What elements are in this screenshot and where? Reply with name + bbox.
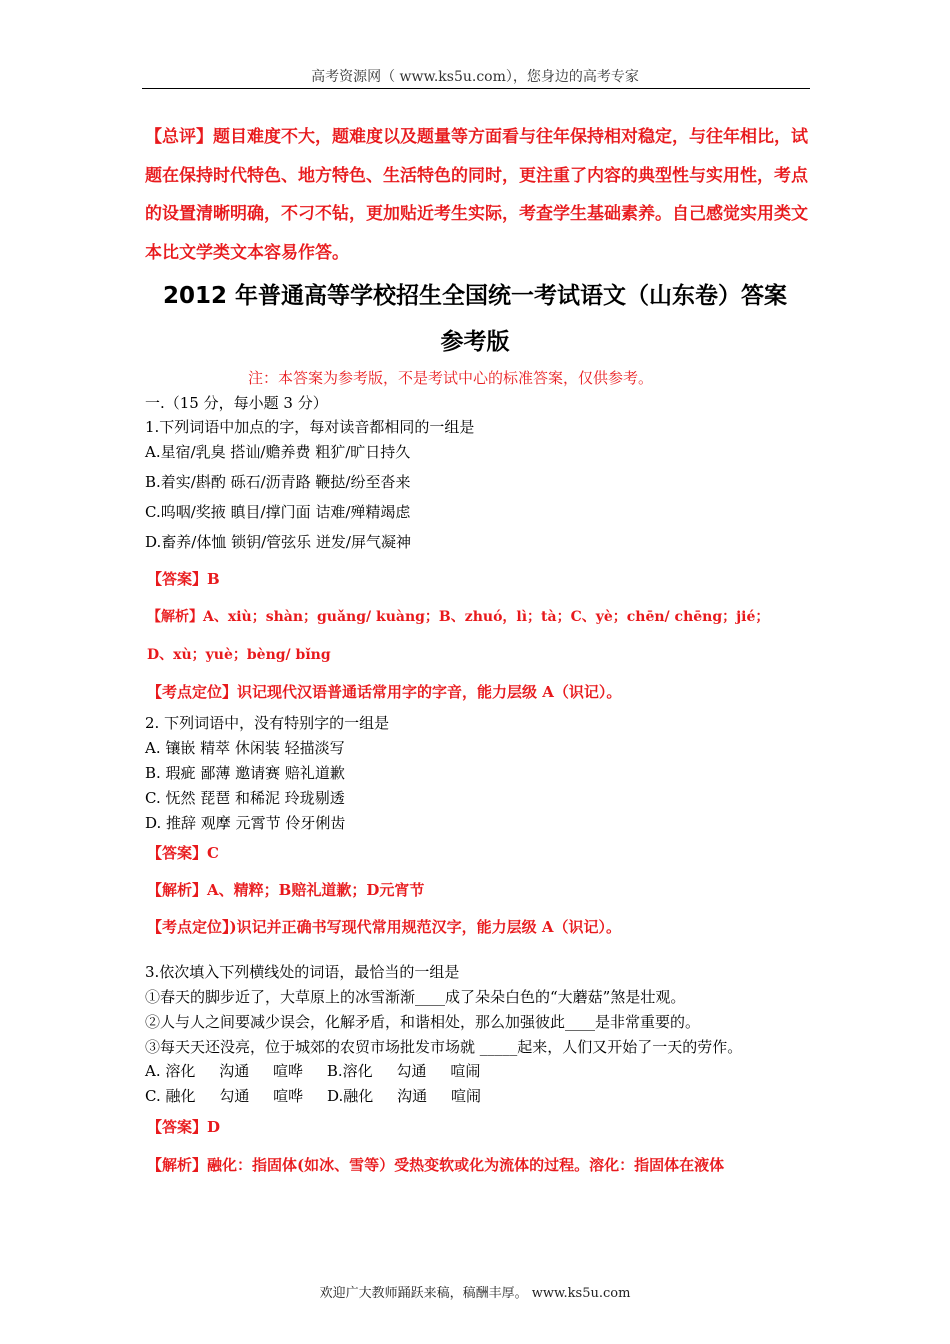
question-1-option: D.畜养/体恤 锁钥/管弦乐 迸发/屏气凝神 [145,533,411,551]
page-header: 高考资源网（ www.ks5u.com），您身边的高考专家 [311,69,639,85]
question-1-analysis: D、xù；yuè；bèng/ bǐng [147,647,331,663]
note: 注：本答案为参考版，不是考试中心的标准答案，仅供参考。 [248,369,654,387]
question-1-analysis: 【解析】A、xiù；shàn；guǎng/ kuàng；B、zhuó，lì；tà；C、yè；chēn/ chēng；jié； [147,609,770,625]
question-3-sentence: ①春天的脚步近了，大草原上的冰雪渐渐____成了朵朵白色的“大蘑菇”煞是壮观。 [145,988,686,1006]
section-heading: 一.（15 分，每小题 3 分） [145,394,328,412]
question-3-sentence: ③每天天还没亮，位于城郊的农贸市场批发市场就 _____起来，人们又开始了一天的劳作。 [145,1038,743,1056]
review-line: 题在保持时代特色、地方特色、生活特色的同时，更注重了内容的典型性与实用性，考点 [145,165,808,186]
question-2-answer: 【答案】C [147,844,219,862]
question-1-option: A.星宿/乳臭 搭讪/赡养费 粗犷/旷日持久 [145,443,411,461]
question-1-point: 【考点定位】识记现代汉语普通话常用字的字音，能力层级 A（识记）。 [147,683,622,701]
question-3-analysis: 【解析】融化：指固体(如冰、雪等）受热变软或化为流体的过程。溶化：指固体在液体 [147,1156,725,1174]
question-1-option: B.着实/斟酌 砾石/沥青路 鞭挞/纷至沓来 [145,473,411,491]
header-rule [142,88,810,89]
review-block [145,118,815,272]
question-2-option: B. 瑕疵 鄙薄 邀请赛 赔礼道歉 [145,764,345,782]
question-2-option: C. 怃然 琵琶 和稀泥 玲珑剔透 [145,789,345,807]
question-3-answer: 【答案】D [147,1118,221,1136]
question-1-option: C.呜咽/奖掖 瞋目/撑门面 诘难/殚精竭虑 [145,503,411,521]
page-footer: 欢迎广大教师踊跃来稿，稿酬丰厚。 www.ks5u.com [319,1286,631,1301]
review-line: 本比文学类文本容易作答。 [145,242,349,263]
question-2-analysis: 【解析】A、精粹；B赔礼道歉；D元宵节 [147,881,425,899]
question-1-stem: 1.下列词语中加点的字，每对读音都相同的一组是 [145,418,475,436]
question-2-option: A. 镶嵌 精萃 休闲装 轻描淡写 [145,739,345,757]
question-2-point: 【考点定位】)识记并正确书写现代常用规范汉字，能力层级 A（识记）。 [147,918,621,936]
question-3-stem: 3.依次填入下列横线处的词语，最恰当的一组是 [145,963,460,981]
question-2-option: D. 推辞 观摩 元霄节 伶牙俐齿 [145,814,346,832]
review-line: 的设置清晰明确，不刁不钻，更加贴近考生实际，考查学生基础素养。自己感觉实用类文 [145,204,808,224]
question-3-option: C. 融化 勾通 喧哗 D.融化 沟通 喧闹 [145,1087,481,1105]
question-1-answer: 【答案】B [147,570,220,588]
review-line: 【总评】题目难度不大，题难度以及题量等方面看与往年保持相对稳定，与往年相比，试 [145,127,808,147]
document-title: 2012 年普通高等学校招生全国统一考试语文（山东卷）答案 [162,283,788,309]
question-2-stem: 2. 下列词语中，没有特别字的一组是 [145,714,390,732]
question-3-sentence: ②人与人之间要减少误会，化解矛盾，和谐相处，那么加强彼此____是非常重要的。 [145,1013,701,1031]
question-3-option: A. 溶化 沟通 喧哗 B.溶化 勾通 喧闹 [145,1062,481,1080]
document-subtitle: 参考版 [440,329,510,355]
